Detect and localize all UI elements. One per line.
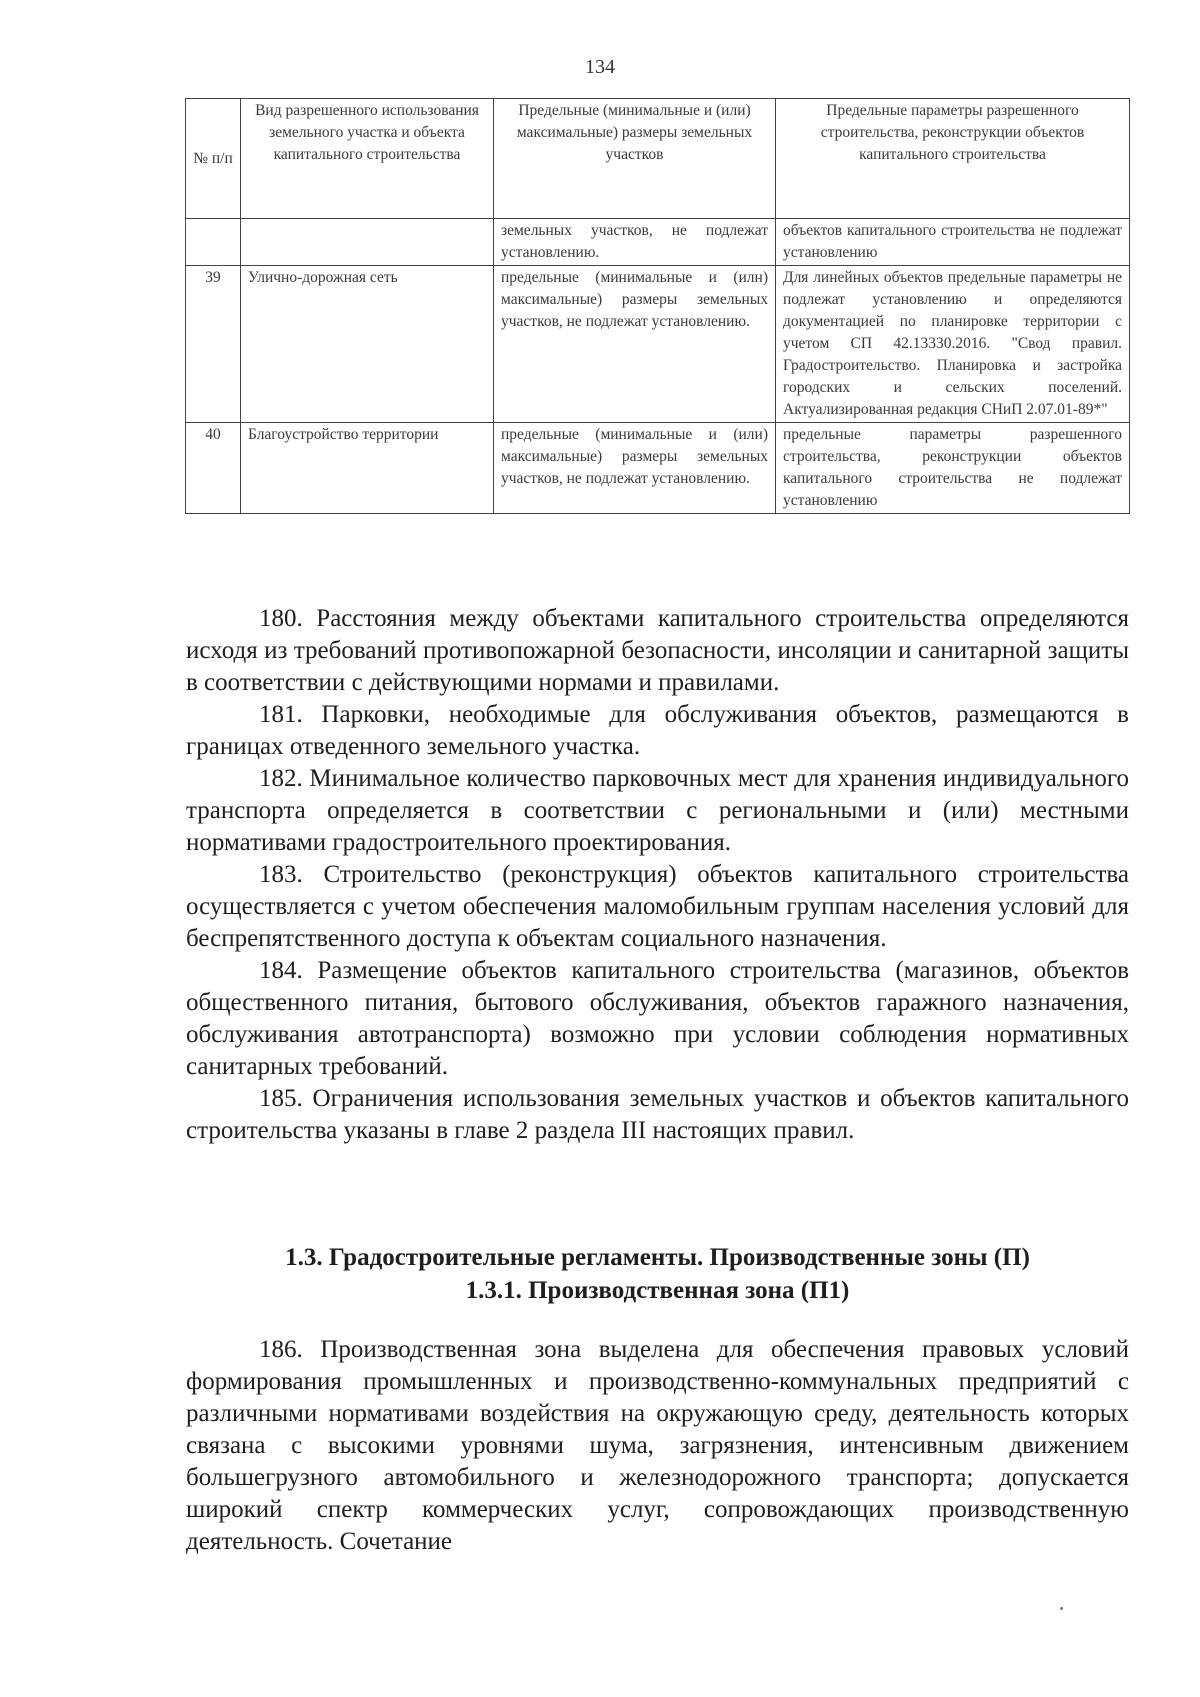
scan-speck <box>1060 1607 1063 1610</box>
paragraph-183: 183. Строительство (реконструкция) объектов капитального строительства осуществляется с учетом обеспечения маломобильным группам населения условий для беспрепятственного доступа к объектам социального назначения. <box>186 861 1129 952</box>
paragraph-180: 180. Расстояния между объектами капитального строительства определяются исходя из требований противопожарной безопасности, инсоляции и санитарной защиты в соответствии с действующими нормами и правилами. <box>186 605 1129 696</box>
table-row <box>186 423 1130 514</box>
subsection-heading: 1.3.1. Производственная зона (П1) <box>465 1277 850 1304</box>
page-number: 134 <box>585 56 615 78</box>
header-build-parameters: Предельные параметры разрешенного строительства, реконструкции объектов капитального строительства <box>776 99 1130 219</box>
paragraph-186: 186. Производственная зона выделена для обеспечения правовых условий формирования промышленных и производственно-коммунальных предприятий с различными нормативами воздействия на окружающую среду, деятельность которых связана с высокими уровнями шума, загрязнения, интенсивным движением большегрузного автомобильного и железнодорожного транспорта; допускается широкий спектр коммерческих услуг, сопровождающих производственную деятельность. Сочетание <box>186 1336 1129 1555</box>
row-plot-sizes: предельные (минимальные и (или) максимальные) размеры земельных участков, не подлежат установлению. <box>494 423 776 514</box>
row-usage-type: Благоустройство территории <box>241 423 494 514</box>
header-number: № п/п <box>186 99 241 219</box>
body-paragraphs <box>186 603 1129 1147</box>
paragraph-184: 184. Размещение объектов капитального строительства (магазинов, объектов общественного питания, бытового обслуживания, объектов гаражного назначения, обслуживания автотранспорта) возможно при условии соблюдения нормативных санитарных требований. <box>186 957 1129 1080</box>
row-usage-type <box>241 219 494 266</box>
row-number: 39 <box>186 266 241 423</box>
row-number: 40 <box>186 423 241 514</box>
header-plot-sizes: Предельные (минимальные и (или) максимальные) размеры земельных участков <box>494 99 776 219</box>
paragraph-181: 181. Парковки, необходимые для обслуживания объектов, размещаются в границах отведенного земельного участка. <box>186 701 1129 760</box>
body-paragraphs-continued <box>186 1334 1129 1558</box>
regulations-table <box>185 98 1130 514</box>
row-usage-type: Улично-дорожная сеть <box>241 266 494 423</box>
paragraph-185: 185. Ограничения использования земельных участков и объектов капитального строительства указаны в главе 2 раздела III настоящих правил. <box>186 1085 1129 1144</box>
section-heading: 1.3. Градостроительные регламенты. Производственные зоны (П) <box>285 1244 1030 1271</box>
row-number <box>186 219 241 266</box>
row-plot-sizes: предельные (минимальные и (илн) максимальные) размеры земельных участков, не подлежат установлению. <box>494 266 776 423</box>
row-build-parameters: предельные параметры разрешенного строительства, реконструкции объектов капитального строительства не подлежат установлению <box>776 423 1130 514</box>
table-header-row <box>186 99 1130 219</box>
row-plot-sizes: земельных участков, не подлежат установлению. <box>494 219 776 266</box>
table-row <box>186 266 1130 423</box>
section-headings <box>186 1241 1129 1307</box>
row-build-parameters: объектов капитального строительства не подлежат установлению <box>776 219 1130 266</box>
row-build-parameters: Для линейных объектов предельные параметры не подлежат установлению и определяются документацией по планировке территории с учетом СП 42.13330.2016. "Свод правил. Градостроительство. Планировка и застройка городских и сельских поселений. Актуализированная редакция СНиП 2.07.01-89*" <box>776 266 1130 423</box>
header-usage-type: Вид разрешенного использования земельного участка и объекта капитального строительства <box>241 99 494 219</box>
paragraph-182: 182. Минимальное количество парковочных мест для хранения индивидуального транспорта определяется в соответствии с региональными и (или) местными нормативами градостроительного проектирования. <box>186 765 1129 856</box>
table-row <box>186 219 1130 266</box>
